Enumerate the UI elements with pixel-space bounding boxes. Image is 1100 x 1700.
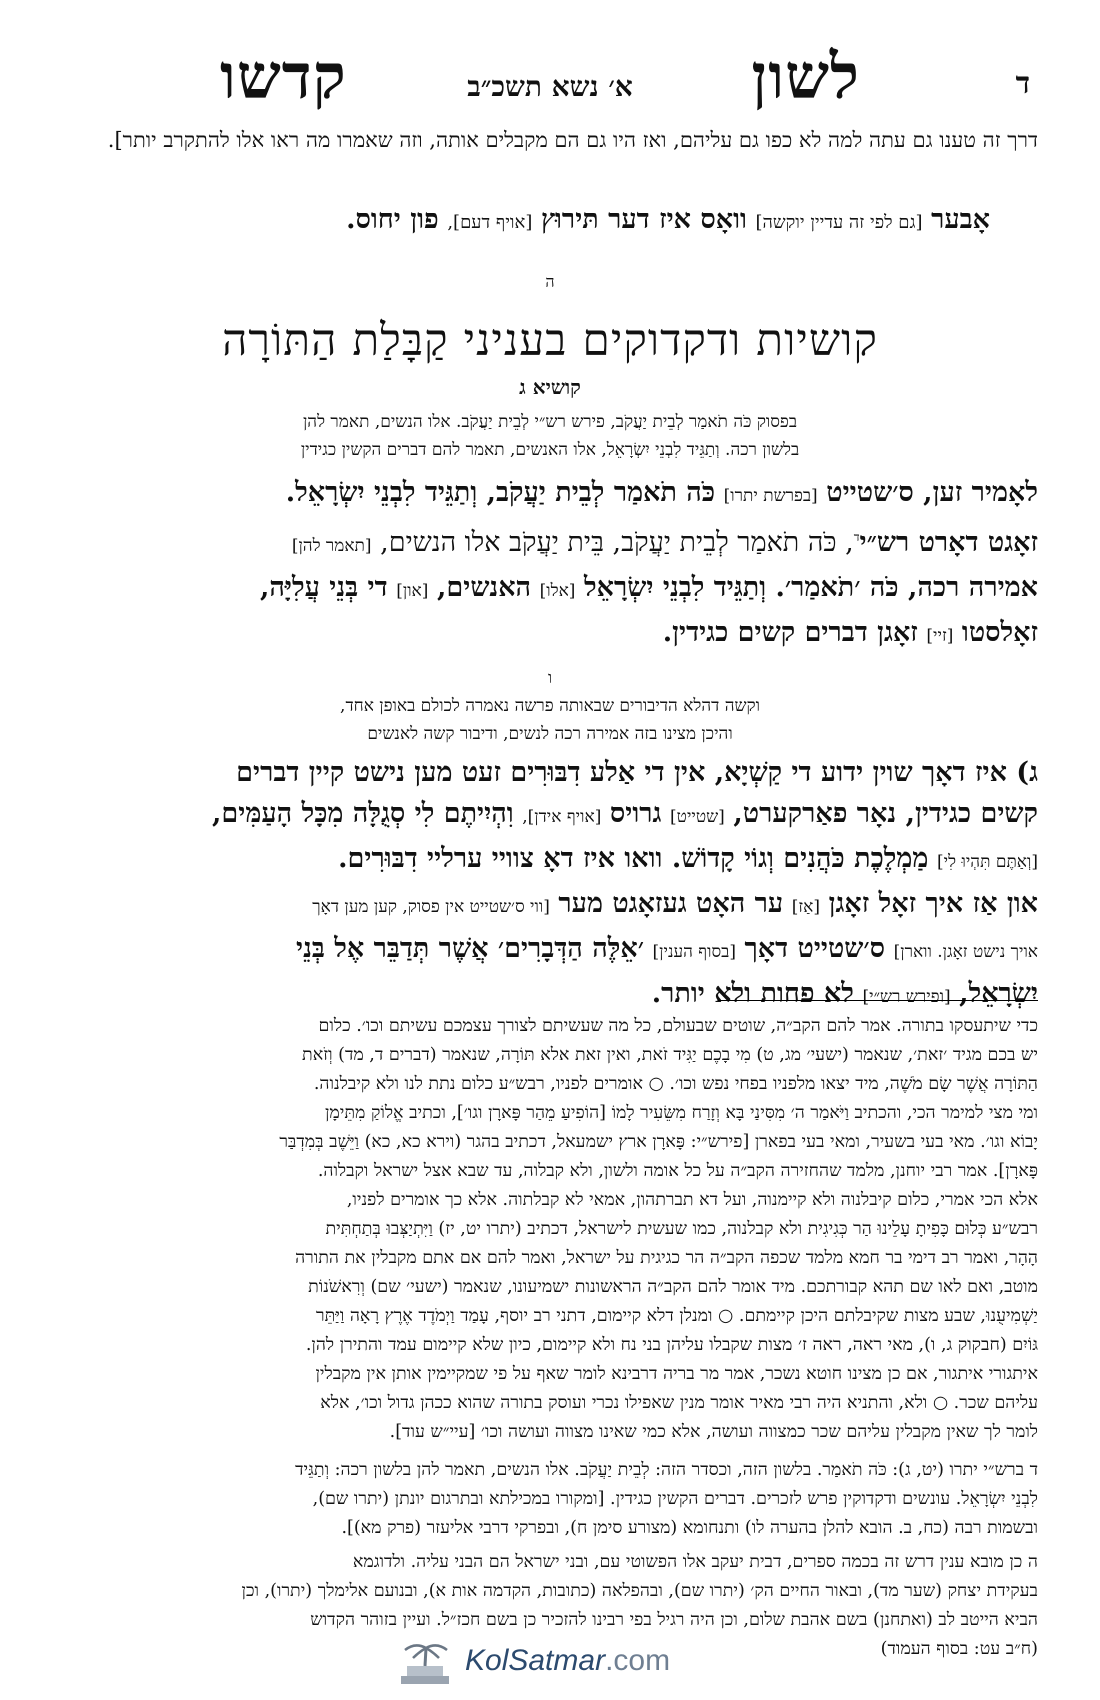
p1-text: כֹּה תֹאמַר לְבֵית יַעֲקֹב, וְתַגֵּיד לִבְנֵי יִשְׂרָאֵל. [285, 477, 716, 508]
p2-line-2 [62, 793, 1038, 838]
p2-text: גרויס [609, 798, 662, 829]
koshye-label: קושיא ג [519, 375, 581, 399]
p2-text: וִהְיִיתֶם לִי סְגֻלָּה מִכָּל הָעַמִּים, [212, 798, 514, 829]
p2-line-3 [62, 838, 1038, 883]
p1-line-1 [62, 472, 1038, 517]
page-header [70, 40, 1030, 113]
commentary-line: איתגורי איתגור, אם כן מצינו חוטא נשכר, אמר מר בריה דרבינא לומר שאף על פי שמקיימין אותן אין מקבלין [315, 1364, 1038, 1384]
p1-text: לאָמיר זען, ס׳שטייט [826, 477, 1038, 508]
page-number: ד [1015, 66, 1030, 101]
p2-text: מַמְלֶכֶת כֹּהֲנִים וְגוֹי קָדוֹשׁ. וואו איז דאָ צוויי ערליי דִבּוּרִים. [338, 843, 929, 874]
p2-text: ער האָט געזאָגט מער [558, 888, 784, 919]
commentary-line: רבש״ע כְּלוּם כָּפִיתָ עָלֵינוּ הַר כְּגִיגִית ולא קבלנוה, כמו שעשית לישראל, דכתיב (יתרו יט, יז) וַיִּתְיַצְּבוּ בְּתַחְתִּית [325, 1219, 1038, 1239]
commentary-line: יַשְׁמִיעֻנוּ, שבע מצות שקיבלתם היכן קיימתם. ○ ומנלן דלא קיימום, דתני רב יוסף, עָמַד וַיְמֹדֶד אֶרֶץ רָאָה וַיַּתֵּר [315, 1306, 1038, 1326]
p1-line-2: זאָגט דאָרט רש״י$^ד$, כֹּה תֹאמַר לְבֵית יַעֲקֹב, בֵּית יַעֲקֹב אלו הנשים, [תאמר להן] [291, 527, 1038, 558]
ober-line [346, 200, 990, 243]
commentary-line: יש בכם מגיד ׳זאת׳, שנאמר (ישעי׳ מג, ט) מִי בָכֶם יַגִּיד זֹאת, ואין זאת אלא תּוֹרָה, שנאמר (דברים ד, מד) וְזֹאת [302, 1045, 1038, 1065]
p1-bracket: [זיי] [926, 626, 954, 646]
p2-text: לא פחות ולא יותר. [651, 978, 854, 1009]
header-word-right: לשון [751, 40, 860, 113]
p1-text: זאָגן דברים קשים כגידין. [662, 617, 918, 648]
footnote-divider [718, 1000, 1038, 1001]
footnote-line: (ח״ב עט: בסוף העמוד) [880, 1639, 1038, 1659]
p1-text: זאָגט דאָרט רש״י [859, 527, 1038, 558]
p1-line-4 [62, 612, 1038, 657]
p2-text: ג) איז דאָך שוין ידוע די קַשְׁיָא, אין די אַלע דִבּוּרִים זעט מען נישט קיין דברים [236, 757, 1038, 788]
section-number-he: ה [545, 272, 555, 291]
footnote-line: ובשמות רבה (כח, ב. הובא להלן בהערה לו) ותנחומא (מצורע סימן ח), ובפרקי דרבי אליעזר (פרק מא)]. [341, 1518, 1038, 1538]
p2-bracket: [אויף אידן], [522, 807, 602, 827]
p2-line-4 [62, 883, 1038, 928]
p2-text: יִשְׂרָאֵל, [959, 978, 1038, 1009]
commentary-line: הַתּוֹרָה אֲשֶׁר שָׂם מֹשֶׁה, מיד יצאו מלפניו בפחי נפש וכו׳. ○ אומרים לפניו, רבש״ע כלום נתת לנו ולא קיבלנוה. [313, 1074, 1038, 1094]
p2-text: קשים כגידין, נאָר פאַרקערט, [733, 798, 1038, 829]
commentary-line: עליהם שכר. ○ ולא, והתניא היה רבי מאיר אומר מנין שאפילו נכרי ועוסק בתורה שהוא ככהן גדול וכו׳, אלא [320, 1393, 1038, 1413]
source-line-1: בפסוק כֹּה תֹאמַר לְבֵית יַעֲקֹב, פירש רש״י לְבֵית יַעֲקֹב. אלו הנשים, תאמר להן [302, 412, 798, 432]
p1-bracket: [בפרשת יתרו] [723, 486, 818, 506]
p1-text: די בְּנֵי עֲלִיָּה, [259, 572, 388, 603]
question-line-1: וקשה דהלא הדיבורים שבאותה פרשה נאמרה לכולם באופן אחד, [340, 696, 760, 716]
ober-tail: פון יחוס. [346, 204, 439, 235]
question-line-2: והיכן מצינו בזה אמירה רכה לנשים, ודיבור קשה לאנשים [367, 724, 733, 744]
commentary-line: לומר לך שאין מקבלין עליהם שכר כמצווה ועושה, אלא כמי שאינו מצווה ועושה וכו׳ [עיי״ש עוד]. [389, 1422, 1038, 1442]
p1-text: אמירה רכה, כֹּה ׳תֹאמַר׳. וְתַגֵּיד לִבְנֵי יִשְׂרָאֵל [584, 572, 1038, 603]
p2-bracket: [אַז] [791, 897, 820, 917]
header-date: א׳ נשא תשכ״ב [467, 70, 633, 103]
section-number-vav: ו [547, 668, 553, 687]
p2-line-5 [62, 928, 1038, 973]
section-title: קושיות ודקדוקים בעניני קַבָּלַת הַתּוֹרָה [222, 315, 878, 366]
p2-bracket: [בסוף הענין] [652, 942, 736, 962]
commentary-line: פָּארָן]. אמר רבי יוחנן, מלמד שהחזירה הקב״ה על כל אומה ולשון, ולא קבלוה, עד שבא אצל ישראל וקבלוה. [317, 1161, 1038, 1181]
p2-text: ס׳שטייט דאָך [744, 933, 886, 964]
p1-line-3 [62, 567, 1038, 612]
kolsatmar-logo [395, 1640, 715, 1690]
footnote-line: ד ברש״י יתרו (יט, ג): כֹּה תֹאמַר. בלשון הזה, וכסדר הזה: לְבֵית יַעֲקֹב. אלו הנשים, תאמר להן בלשון רכה: וְתַגֵּיד [295, 1460, 1038, 1480]
palm-tree-icon [395, 1640, 455, 1688]
header-word-left: קדשו [220, 40, 347, 113]
footnote-line: לִבְנֵי יִשְׂרָאֵל. עונשים ודקדוקין פרש לזכרים. דברים הקשין כגידין. [ומקורו במכילתא ובתרגום יונתן (יתרו שם), [312, 1489, 1038, 1509]
p2-bracket: אויך נישט זאָגן. ווארן] [893, 942, 1038, 962]
ober-mid: וואָס איז דער תּירוּץ [540, 204, 747, 235]
p1-bracket: [אלו] [539, 581, 576, 601]
p2-text: און אַז איך זאָל זאָגן [828, 888, 1038, 919]
logo-text [465, 1644, 670, 1678]
ober-lead: אָבער [931, 204, 990, 235]
p1-text: כֹּה תֹאמַר לְבֵית יַעֲקֹב, בֵּית יַעֲקֹב אלו הנשים, [380, 527, 837, 558]
commentary-line: גּוֹיִם (חבקוק ג, ו), מאי ראה, ראה ז׳ מצות שקבלו עליהן בני נח ולא קיימום, כיון שלא קיימום עמד והתירן להן. [305, 1335, 1038, 1355]
p1-bracket: [תאמר להן] [291, 536, 372, 556]
footnote-line: הביא הייטב לב (ואתחנן) בשם אהבת שלום, וכן היה רגיל בפי רבינו להזכיר כן בשם חכז״ל. ועיין בזוהר הקדוש [310, 1610, 1038, 1630]
p2-bracket: [ווי ס׳שטייט אין פסוק, קען מען דאָך [312, 897, 550, 917]
p2-line-1 [62, 752, 1038, 793]
p1-text: האנשים, [436, 572, 532, 603]
p2-bracket: [וְאַתֶּם תִּהְיוּ לִי] [937, 852, 1038, 872]
commentary-line: ומי מצי למימר הכי, והכתיב וַיֹּאמַר ה׳ מִסִּינַי בָּא וְזָרַח מִשֵּׂעִיר לָמוֹ [הוֹפִיעַ מֵהַר פָּארָן וגו׳], וכתיב אֱלוֹקַ מִתֵּימָן [324, 1103, 1038, 1123]
commentary-line: יָבוֹא וגו׳. מאי בעי בשעיר, ומאי בעי בפארן [פירש״י: פָּארָן ארץ ישמעאל, דכתיב בהגר (וירא כא, כא) וַיֵּשֶׁב בְּמִדְבַּר [279, 1132, 1038, 1152]
intro-paragraph: דרך זה טענו גם עתה למה לא כפו גם עליהם, ואז היו גם הם מקבלים אותה, וזה שאמרו מה ראו אלו להתקרב יותר]. [107, 128, 1038, 152]
p1-bracket: [און] [396, 581, 429, 601]
source-line-2: בלשון רכה. וְתַגֵּיד לִבְנֵי יִשְׂרָאֵל, אלו האנשים, תאמר להם דברים הקשין כגידין [300, 440, 800, 460]
main-paragraph-2 [62, 752, 1038, 1018]
ober-bracket-2: [אויף דעם], [447, 212, 533, 233]
commentary-block [62, 1012, 1038, 1447]
commentary-line: כדי שיתעסקו בתורה. אמר להם הקב״ה, שוטים שבעולם, כל מה שעשיתם לצורך עצמכם עשיתם וכו׳. כלום [318, 1016, 1038, 1036]
p2-bracket: [שטייט] [670, 807, 725, 827]
footnote-line: ה כן מובא ענין דרש זה בכמה ספרים, דבית יעקב אלו הפשוטי עם, ובני ישראל הם הבני עליה. ולדוגמא [352, 1552, 1038, 1572]
main-paragraph-1 [62, 472, 1038, 657]
ober-bracket-1: [גם לפי זה עדיין יוקשה] [755, 212, 923, 233]
logo-name: KolSatmar [465, 1644, 606, 1677]
footnote-line: בעקידת יצחק (שער מד), ובאור החיים הק׳ (יתרו שם), ובהפלאה (כתובות, הקדמה אות א), ובנועם אלימלך (יתרו), וכן [241, 1581, 1038, 1601]
logo-suffix: .com [605, 1644, 671, 1677]
commentary-line: מוטב, ואם לאו שם תהא קבורתכם. מיד אומר להם הקב״ה הראשונות ישמיעונו, שנאמר (ישעי׳ שם) וְרִאשֹׁנוֹת [308, 1277, 1038, 1297]
commentary-line: הָהָר, ואמר רב דימי בר חמא מלמד שכפה הקב״ה הר כגיגית על ישראל, ואמר להם אם אתם מקבלין את התורה [295, 1248, 1038, 1268]
commentary-line: אלא הכי אמרי, כלום קיבלנוה ולא קיימנוה, ועל דא תברתהון, אמאי לא קבלתוה. אלא כך אומרים לפניו, [346, 1190, 1038, 1210]
p2-text: ׳אֵלֶּה הַדְּבָרִים׳ אֲשֶׁר תְּדַבֵּר אֶל בְּנֵי [295, 933, 644, 964]
p2-bracket: [ופירש רש״י] [862, 987, 951, 1007]
p1-text: זאָלסטו [961, 617, 1038, 648]
footnote-dalet [62, 1456, 1038, 1543]
